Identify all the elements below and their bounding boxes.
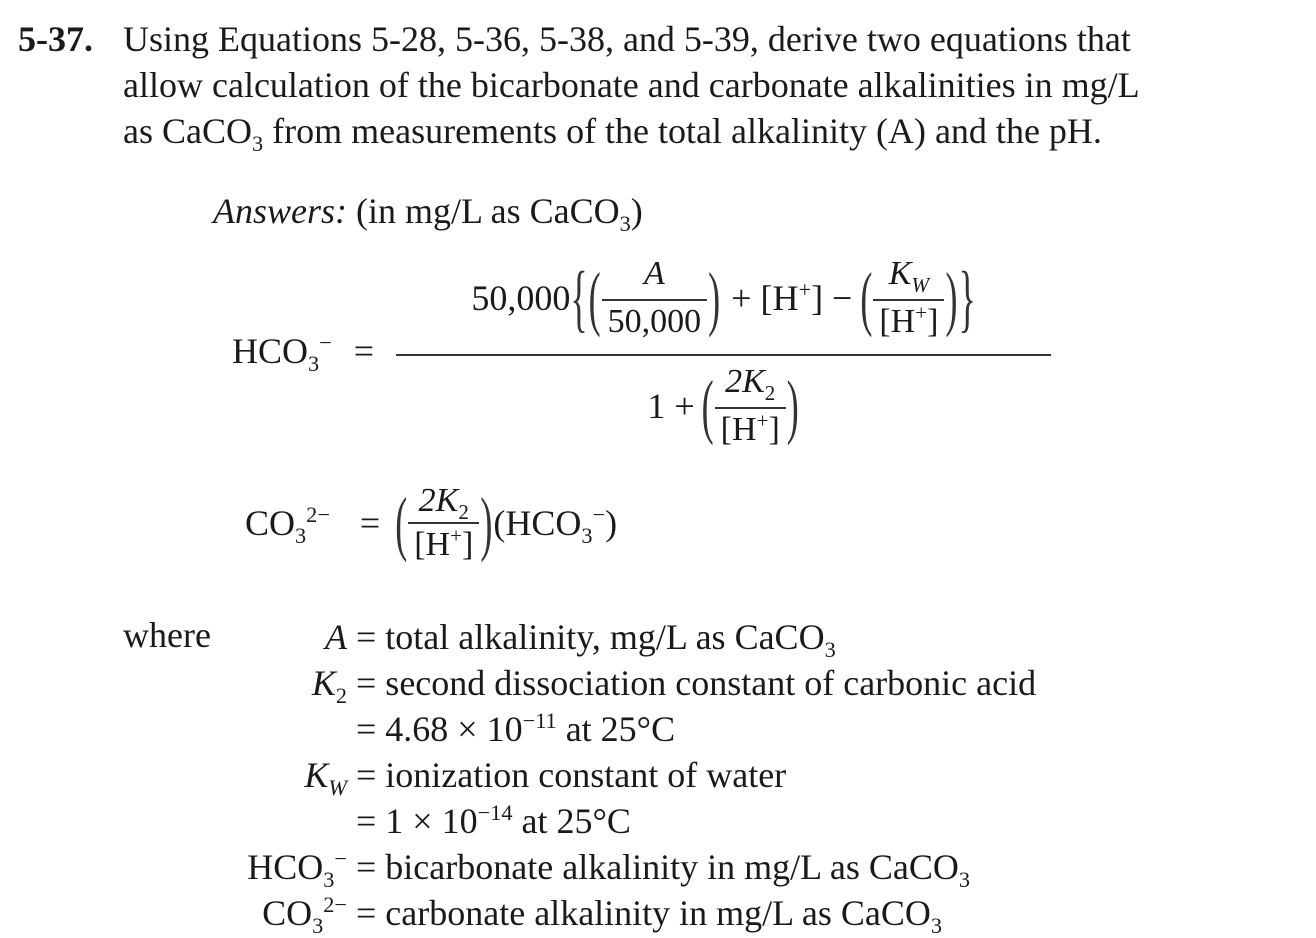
h-text: [H	[879, 303, 916, 340]
definition-symbol	[262, 890, 347, 936]
2k2-over-h	[408, 482, 479, 564]
bracket-close: ]	[768, 411, 780, 448]
definitions-list	[0, 614, 1316, 938]
definition-row	[0, 752, 1316, 801]
2k2-over-h	[715, 363, 786, 449]
definition-text	[356, 614, 836, 663]
k-text: K	[311, 663, 336, 703]
2k-text: 2K	[418, 482, 459, 519]
superscript: −11	[522, 708, 557, 733]
subscript: 3	[295, 523, 307, 549]
subscript: 3	[958, 867, 970, 893]
superscript: −	[334, 846, 347, 871]
definition-rhs: = bicarbonate alkalinity in mg/L as CaCO	[356, 847, 959, 887]
subscript: 3	[824, 637, 836, 663]
definition-symbol	[304, 752, 347, 801]
definition-row	[0, 614, 1316, 663]
definition-row	[0, 660, 1316, 709]
superscript: +	[798, 277, 812, 302]
definition-row	[0, 890, 1316, 936]
co3-text: CO	[245, 503, 296, 543]
h-denominator	[408, 522, 479, 564]
subscript: 3	[312, 913, 324, 938]
superscript: 2−	[306, 502, 330, 527]
left-brace: {	[570, 256, 588, 340]
definition-text	[356, 890, 942, 936]
superscript: −	[592, 502, 606, 527]
problem-number: 5-37.	[18, 19, 93, 59]
one-plus: 1 +	[647, 386, 695, 426]
2k-text: 2K	[725, 363, 765, 400]
h-text: [H	[720, 411, 757, 448]
left-paren: (	[588, 258, 601, 338]
main-numerator	[465, 248, 981, 354]
a-over-50000	[602, 255, 708, 341]
superscript: 2−	[323, 892, 347, 917]
2k2-numerator	[719, 363, 781, 407]
h-text: [H	[414, 526, 451, 563]
left-paren: (	[701, 366, 714, 446]
subscript: 3	[619, 211, 631, 237]
problem-text-line-2: allow calculation of the bicarbonate and carbonate alkalinities in mg/L	[123, 65, 1140, 105]
definition-text: = ionization constant of water	[356, 755, 787, 795]
left-paren: (	[860, 258, 873, 338]
numerator-a: A	[644, 255, 665, 292]
bicarbonate-equation	[232, 248, 1051, 454]
subscript: W	[328, 775, 347, 801]
superscript: −14	[477, 800, 513, 825]
denominator-50000: 50,000	[602, 299, 708, 341]
definition-symbol	[311, 660, 347, 709]
subscript: W	[911, 272, 930, 297]
answers-units-end: )	[630, 191, 643, 231]
plus-h-text: + [H	[731, 278, 799, 318]
eq1-lhs	[232, 330, 332, 377]
definition-symbol	[247, 844, 347, 893]
subscript: 3	[930, 913, 942, 938]
paren-close: )	[605, 503, 618, 543]
right-brace: }	[958, 256, 976, 340]
h-denominator	[873, 299, 944, 341]
definition-row	[0, 798, 1316, 844]
definition-text	[356, 844, 970, 893]
h-denominator	[715, 407, 786, 449]
caco3-text: as CaCO	[123, 111, 252, 151]
equals-sign: =	[353, 331, 375, 371]
subscript: 3	[308, 351, 320, 377]
kw-over-h	[873, 255, 944, 341]
hco3-text: HCO	[247, 847, 324, 887]
problem-text-line-1: Using Equations 5-28, 5-36, 5-38, and 5-39, derive two equations that	[123, 19, 1131, 59]
subscript: 2	[458, 499, 469, 524]
k-text: K	[888, 255, 912, 292]
plus-h-term	[731, 277, 852, 319]
superscript: +	[915, 300, 928, 325]
main-denominator	[396, 354, 1051, 454]
hco3-factor	[493, 502, 618, 549]
kw-numerator	[883, 255, 935, 299]
eq2-lhs	[245, 502, 330, 549]
subscript: 2	[764, 380, 776, 405]
bracket-close: ]	[927, 303, 939, 340]
subscript: 2	[335, 683, 347, 709]
definition-row	[0, 844, 1316, 893]
subscript: 3	[323, 867, 335, 893]
right-paren: )	[480, 483, 493, 563]
definition-rhs-end: at 25°C	[556, 709, 676, 749]
superscript: +	[450, 523, 463, 548]
hco3-text: HCO	[232, 331, 309, 371]
co3-text: CO	[262, 893, 313, 933]
right-paren: )	[708, 258, 721, 338]
bracket-close: ]	[462, 526, 474, 563]
problem-text-line-3-rest: from measurements of the total alkalinity (A) and the pH.	[272, 111, 1102, 151]
subscript: 3	[581, 523, 593, 549]
coefficient: 50,000	[471, 278, 571, 318]
answers-heading	[213, 190, 643, 237]
answers-label: Answers:	[213, 191, 347, 231]
definition-text: = second dissociation constant of carbonic acid	[356, 663, 1037, 703]
close-minus-text: ] −	[811, 278, 853, 318]
definition-text	[356, 798, 631, 844]
k-text: K	[304, 755, 329, 795]
definition-rhs: = carbonate alkalinity in mg/L as CaCO	[356, 893, 931, 933]
definition-symbol: A	[325, 617, 347, 657]
left-paren: (	[395, 483, 408, 563]
right-paren: )	[945, 258, 958, 338]
where-label: where	[123, 615, 211, 655]
problem-text-line-3	[123, 110, 1102, 157]
right-paren: )	[786, 366, 799, 446]
equals-sign: =	[359, 503, 381, 543]
2k2-numerator	[413, 482, 475, 522]
superscript: −	[319, 330, 332, 355]
definition-rhs-end: at 25°C	[512, 801, 631, 841]
definition-rhs: = total alkalinity, mg/L as CaCO	[356, 617, 825, 657]
definition-text	[356, 706, 675, 752]
hco3-text: (HCO	[493, 503, 582, 543]
carbonate-equation	[245, 482, 617, 564]
subscript: 3	[252, 131, 264, 157]
main-fraction	[396, 248, 1051, 454]
superscript: +	[756, 408, 769, 433]
definition-rhs: = 1 × 10	[356, 801, 478, 841]
definition-row	[0, 706, 1316, 752]
definition-rhs: = 4.68 × 10	[356, 709, 523, 749]
answers-units: (in mg/L as CaCO	[356, 191, 620, 231]
